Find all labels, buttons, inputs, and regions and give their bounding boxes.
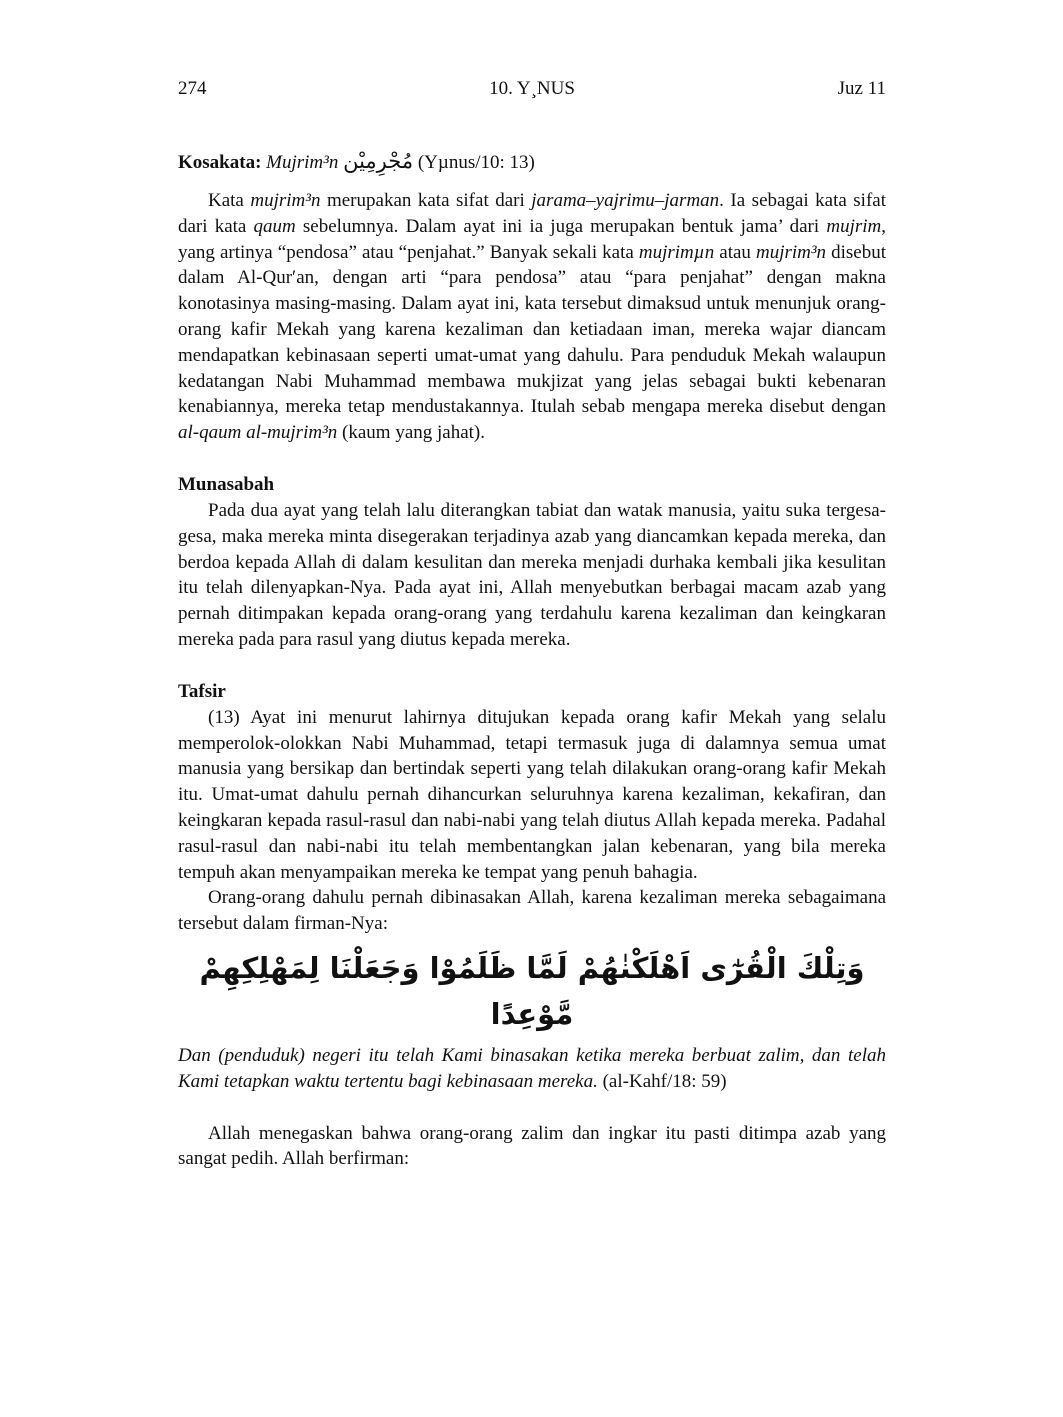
munasabah-paragraph: Pada dua ayat yang telah lalu diterangkan tabiat dan watak manusia, yaitu suka tergesa-gesa, maka mereka minta disegerakan terjadinya azab yang diancamkan kepada mereka, dan berdoa kepada Allah di dalam kesulitan dan mereka menjadi durhaka kembali jika kesulitan itu telah dilenyapkan-Nya. Pada ayat ini, Allah menyebutkan berbagai macam azab yang pernah ditimpakan kepada orang-orang yang terdahulu karena kezaliman dan keingkaran mereka pada para rasul yang diutus kepada mereka. — [178, 499, 886, 650]
tafsir-paragraph-1: (13) Ayat ini menurut lahirnya ditujukan kepada orang kafir Mekah yang selalu memperolok-olokkan Nabi Muhammad, tetapi termasuk juga di dalamnya semua umat manusia yang bersikap dan bertindak seperti yang telah dilakukan orang-orang kafir Mekah itu. Umat-umat dahulu pernah dihancurkan seluruhnya karena kezaliman, kekafiran, dan keingkaran kepada rasul-rasul dan nabi-nabi yang telah diutus Allah kepada mereka. Padahal rasul-rasul dan nabi-nabi itu telah membentangkan jalan kebenaran, yang bila mereka tempuh akan menyampaikan mereka ke tempat yang penuh bahagia. — [178, 706, 886, 883]
running-header — [178, 76, 886, 102]
munasabah-heading: Munasabah — [178, 473, 275, 495]
tafsir-paragraph-2: Orang-orang dahulu pernah dibinasakan Allah, karena kezaliman mereka sebagaimana tersebut dalam firman-Nya: — [178, 887, 886, 935]
tafsir-heading: Tafsir — [178, 680, 226, 702]
arabic-verse: وَتِلْكَ الْقُرٰٓى اَهْلَكْنٰهُمْ لَمَّا ظَلَمُوْا وَجَعَلْنَا لِمَهْلِكِهِمْ مَّوْعِدًا — [199, 950, 865, 1031]
verse-translation: Dan (penduduk) negeri itu telah Kami binasakan ketika mereka berbuat zalim, dan telah Kami tetapkan waktu tertentu bagi kebinasaan mereka. (al-Kahf/18: 59) — [178, 1044, 886, 1092]
kosakata-paragraph: Kata mujrim³n merupakan kata sifat dari jarama–yajrimu–jarman. Ia sebagai kata sifat dari kata qaum sebelumnya. Dalam ayat ini ia juga merupakan bentuk jama’ dari mujrim, yang artinya “pendosa” atau “penjahat.” Banyak sekali kata mujrimµn atau mujrim³n disebut dalam Al-Qur′an, dengan arti “para pendosa” atau “para penjahat” dengan makna konotasinya masing-masing. Dalam ayat ini, kata tersebut dimaksud untuk menunjuk orang-orang kafir Mekah yang karena kezaliman dan ketiadaan iman, mereka wajar diancam mendapatkan kebinasaan seperti umat-umat yang dahulu. Para penduduk Mekah walaupun kedatangan Nabi Muhammad membawa mukjizat yang jelas sebagai bukti kebenaran kenabiannya, mereka tetap mendustakannya. Itulah sebab mengapa mereka disebut dengan al-qaum al-mujrim³n (kaum yang jahat). — [178, 190, 886, 444]
kosakata-heading: Kosakata: Mujrim³n مُجْرِمِيْن (Yµnus/10: 13) — [178, 149, 535, 173]
header-page-number: 274 — [178, 78, 207, 99]
header-juz-label: Juz 11 — [837, 78, 886, 99]
header-surah-title: 10. Y¸NUS — [489, 78, 575, 99]
closing-paragraph: Allah menegaskan bahwa orang-orang zalim dan ingkar itu pasti ditimpa azab yang sangat pedih. Allah berfirman: — [178, 1122, 886, 1170]
